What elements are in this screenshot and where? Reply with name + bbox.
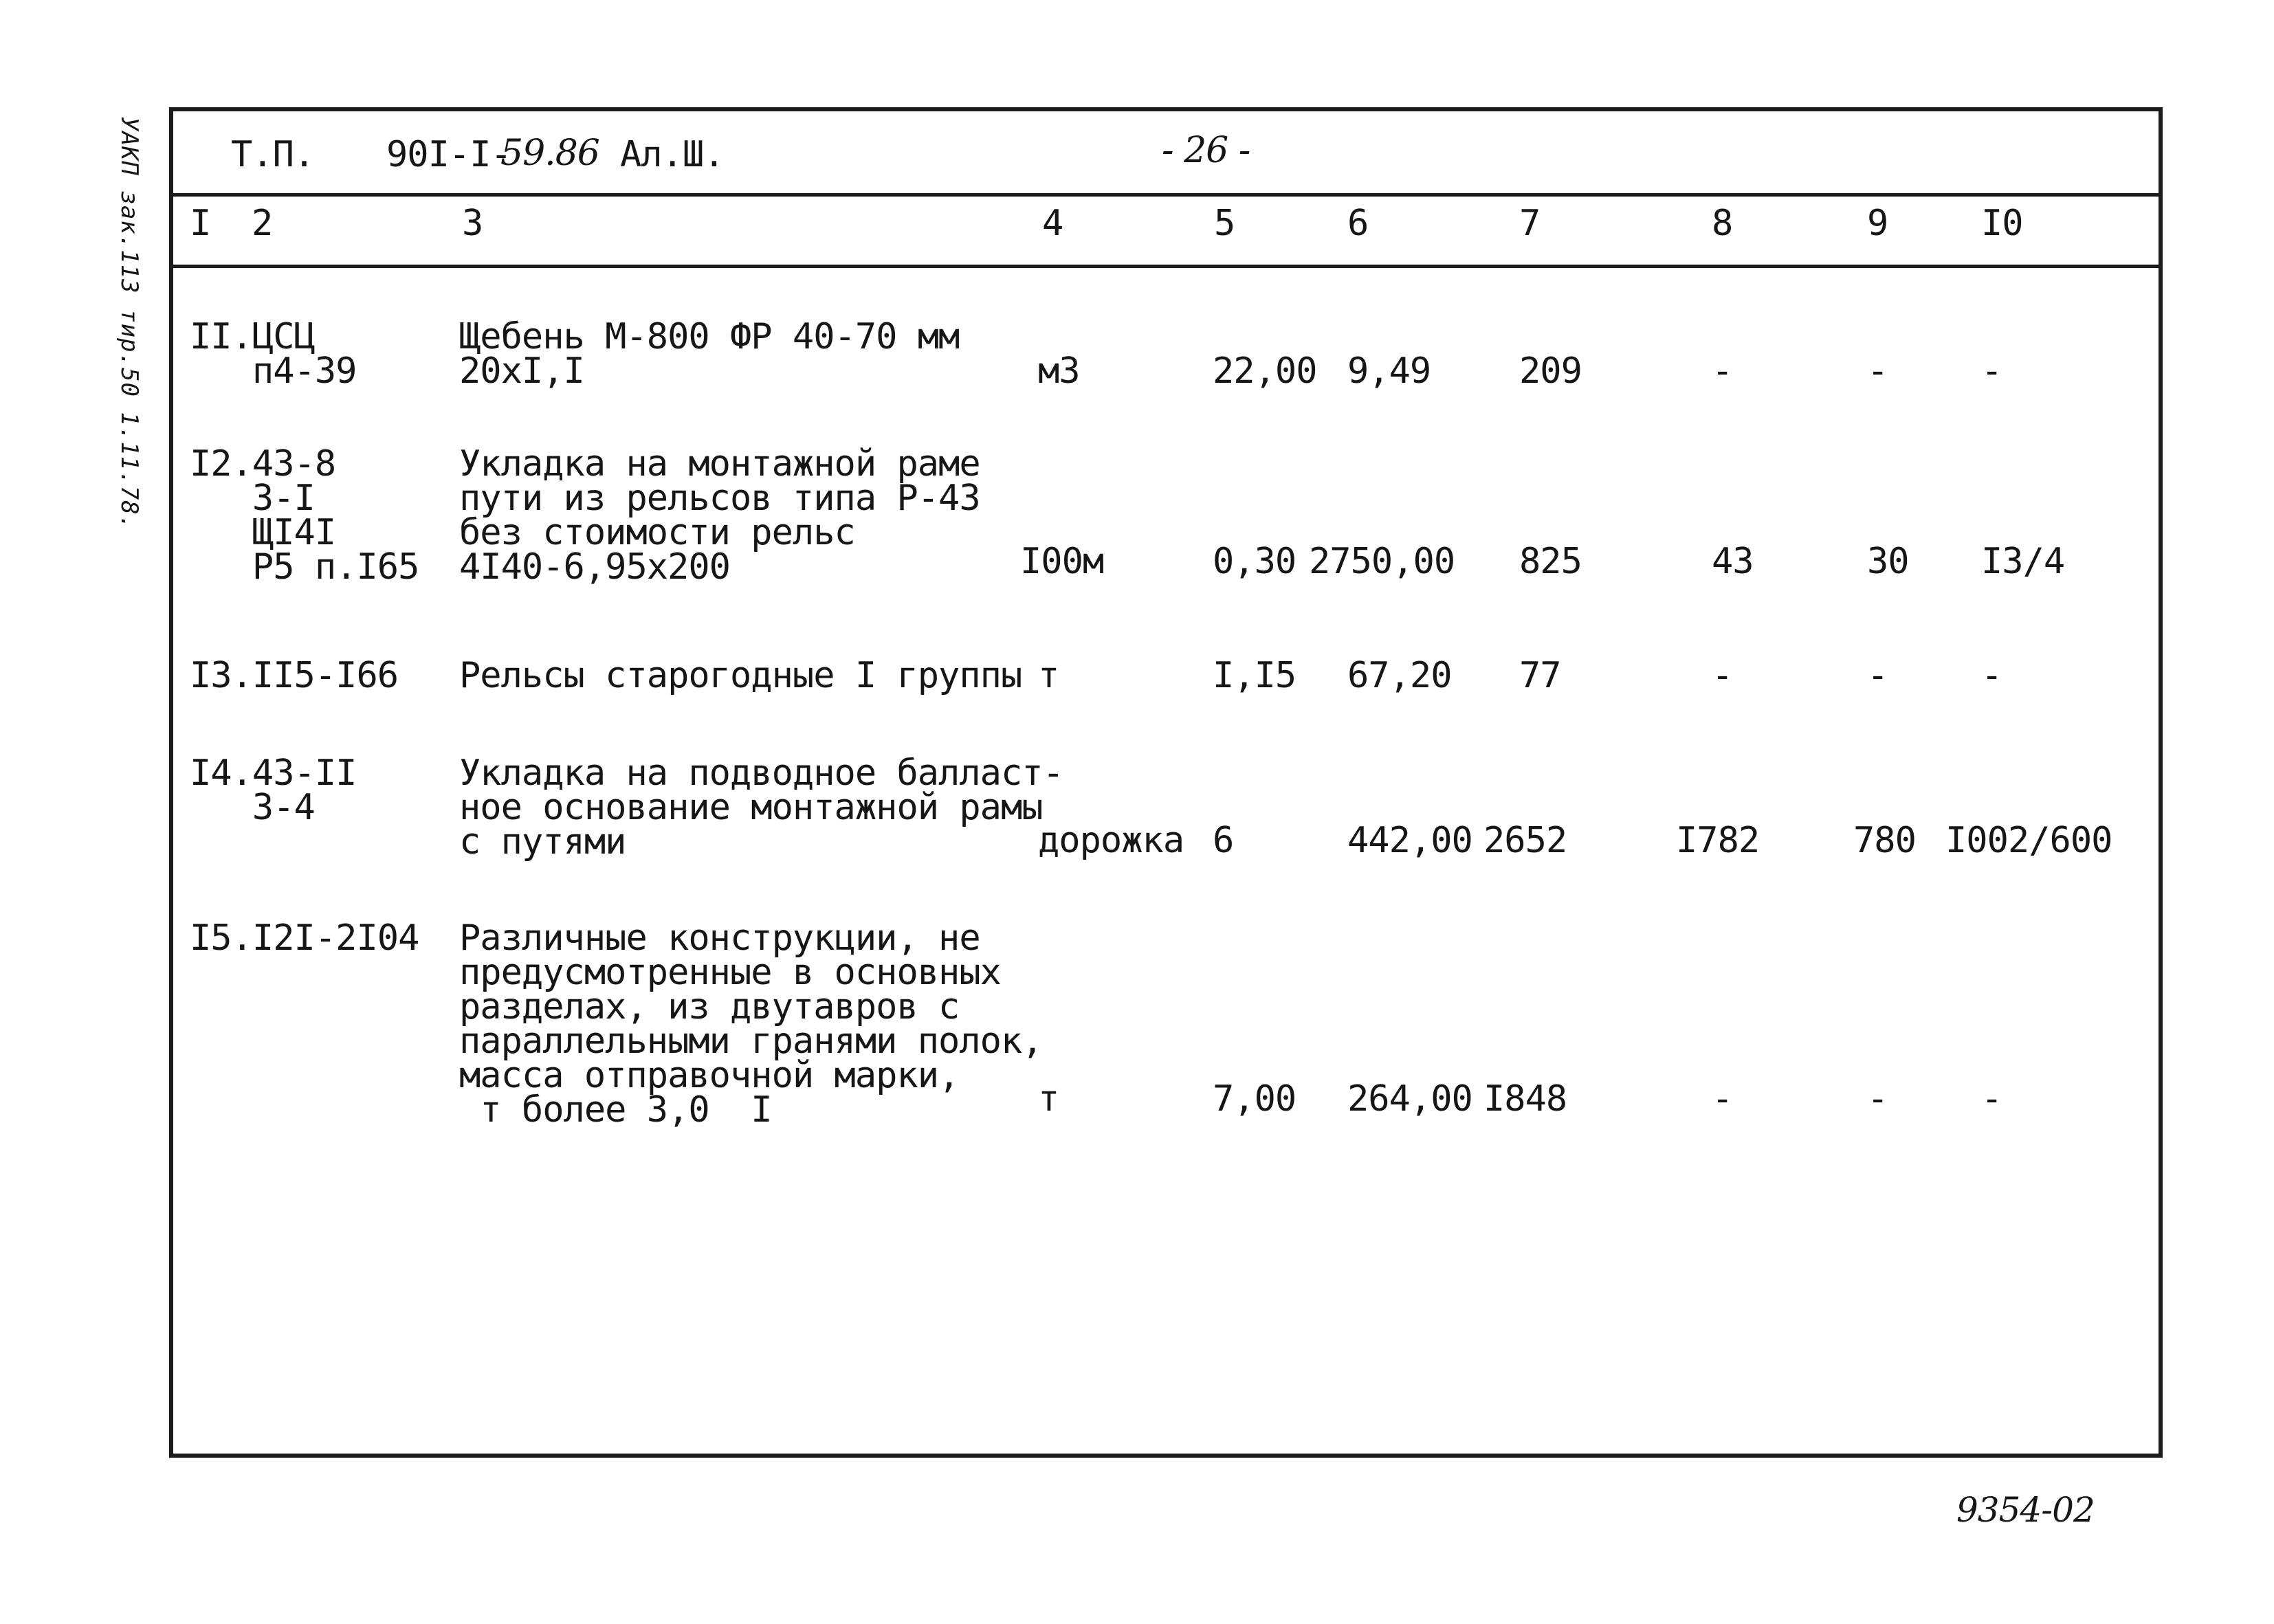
row-14-description: Укладка на подводное балласт- ное основание монтажной рамы с путями — [459, 753, 1063, 863]
header-project-code-handwritten: 59.86 — [500, 133, 599, 174]
column-header-3: 3 — [462, 203, 483, 244]
column-header-4: 4 — [1042, 203, 1063, 244]
row-11-number-code: II.ЦСЦ п4-39 — [190, 316, 357, 392]
row-12-number-code: I2.43-8 3-I ЩI4I Р5 п.I65 — [190, 443, 419, 588]
row-12-price: 2750,00 — [1309, 541, 1455, 582]
row-12-col8: 43 — [1712, 541, 1754, 582]
column-header-2: 2 — [252, 203, 273, 244]
row-12-description: Укладка на монтажной раме пути из рельсов типа Р-43 без стоимости рельс 4I40-6,95х200 — [459, 443, 980, 588]
row-12-col9: 30 — [1867, 541, 1909, 582]
row-11-col10: - — [1981, 351, 2002, 392]
row-14-col10: I002/600 — [1945, 820, 2112, 861]
column-header-divider — [173, 265, 2159, 268]
row-11-col9: - — [1867, 351, 1888, 392]
row-11-total: 209 — [1519, 351, 1582, 392]
row-12-unit: I00м — [1020, 541, 1104, 582]
header-prefix: Т.П. — [231, 134, 315, 175]
row-12-quantity: 0,30 — [1213, 541, 1296, 582]
page-number: - 26 - — [1162, 130, 1250, 171]
row-15-col9: - — [1867, 1078, 1888, 1120]
inventory-number: 9354-02 — [1956, 1490, 2095, 1530]
row-13-quantity: I,I5 — [1213, 655, 1296, 696]
row-13-total: 77 — [1519, 655, 1561, 696]
row-13-number-code: I3.II5-I66 — [190, 655, 399, 696]
header-project-code: 90I-I- — [386, 134, 511, 175]
side-stamp-note: УАКП зак.113 тир.50 1.11.78. — [115, 117, 143, 531]
row-13-col9: - — [1867, 655, 1888, 696]
header-divider — [173, 193, 2159, 197]
column-header-10: I0 — [1981, 203, 2023, 244]
row-11-description: Щебень М-800 ФР 40-70 мм 20хI,I — [459, 316, 960, 392]
row-15-price: 264,00 — [1347, 1078, 1472, 1120]
row-14-total: 2652 — [1483, 820, 1567, 861]
row-13-description: Рельсы старогодные I группы — [459, 655, 1022, 696]
row-11-quantity: 22,00 — [1213, 351, 1317, 392]
row-14-quantity: 6 — [1213, 820, 1234, 861]
row-12-total: 825 — [1519, 541, 1582, 582]
column-header-5: 5 — [1214, 203, 1235, 244]
row-15-unit: т — [1038, 1078, 1059, 1120]
row-15-description: Различные конструкции, не предусмотренные в основных разделах, из двутавров с параллельными гранями полок, масса отправочной марки, т более 3,0 I — [459, 917, 1043, 1131]
row-15-quantity: 7,00 — [1213, 1078, 1296, 1120]
row-11-unit: м3 — [1038, 351, 1080, 392]
row-14-number-code: I4.43-II 3-4 — [190, 753, 357, 828]
row-15-col8: - — [1712, 1078, 1733, 1120]
row-14-price: 442,00 — [1347, 820, 1472, 861]
row-13-col10: - — [1981, 655, 2002, 696]
row-14-unit: дорожка — [1038, 820, 1184, 861]
row-15-number-code: I5.I2I-2I04 — [190, 917, 419, 959]
row-13-price: 67,20 — [1347, 655, 1452, 696]
row-14-col9: 780 — [1853, 820, 1916, 861]
row-11-price: 9,49 — [1347, 351, 1431, 392]
row-13-col8: - — [1712, 655, 1733, 696]
column-header-6: 6 — [1347, 203, 1369, 244]
row-11-col8: - — [1712, 351, 1733, 392]
row-15-total: I848 — [1483, 1078, 1567, 1120]
header-album: Ал.Ш. — [620, 134, 725, 175]
column-header-9: 9 — [1867, 203, 1888, 244]
row-15-col10: - — [1981, 1078, 2002, 1120]
row-13-unit: т — [1038, 655, 1059, 696]
row-14-col8: I782 — [1676, 820, 1760, 861]
row-12-col10: I3/4 — [1981, 541, 2065, 582]
column-header-8: 8 — [1712, 203, 1733, 244]
column-header-7: 7 — [1519, 203, 1541, 244]
column-header-1: I — [190, 203, 211, 244]
